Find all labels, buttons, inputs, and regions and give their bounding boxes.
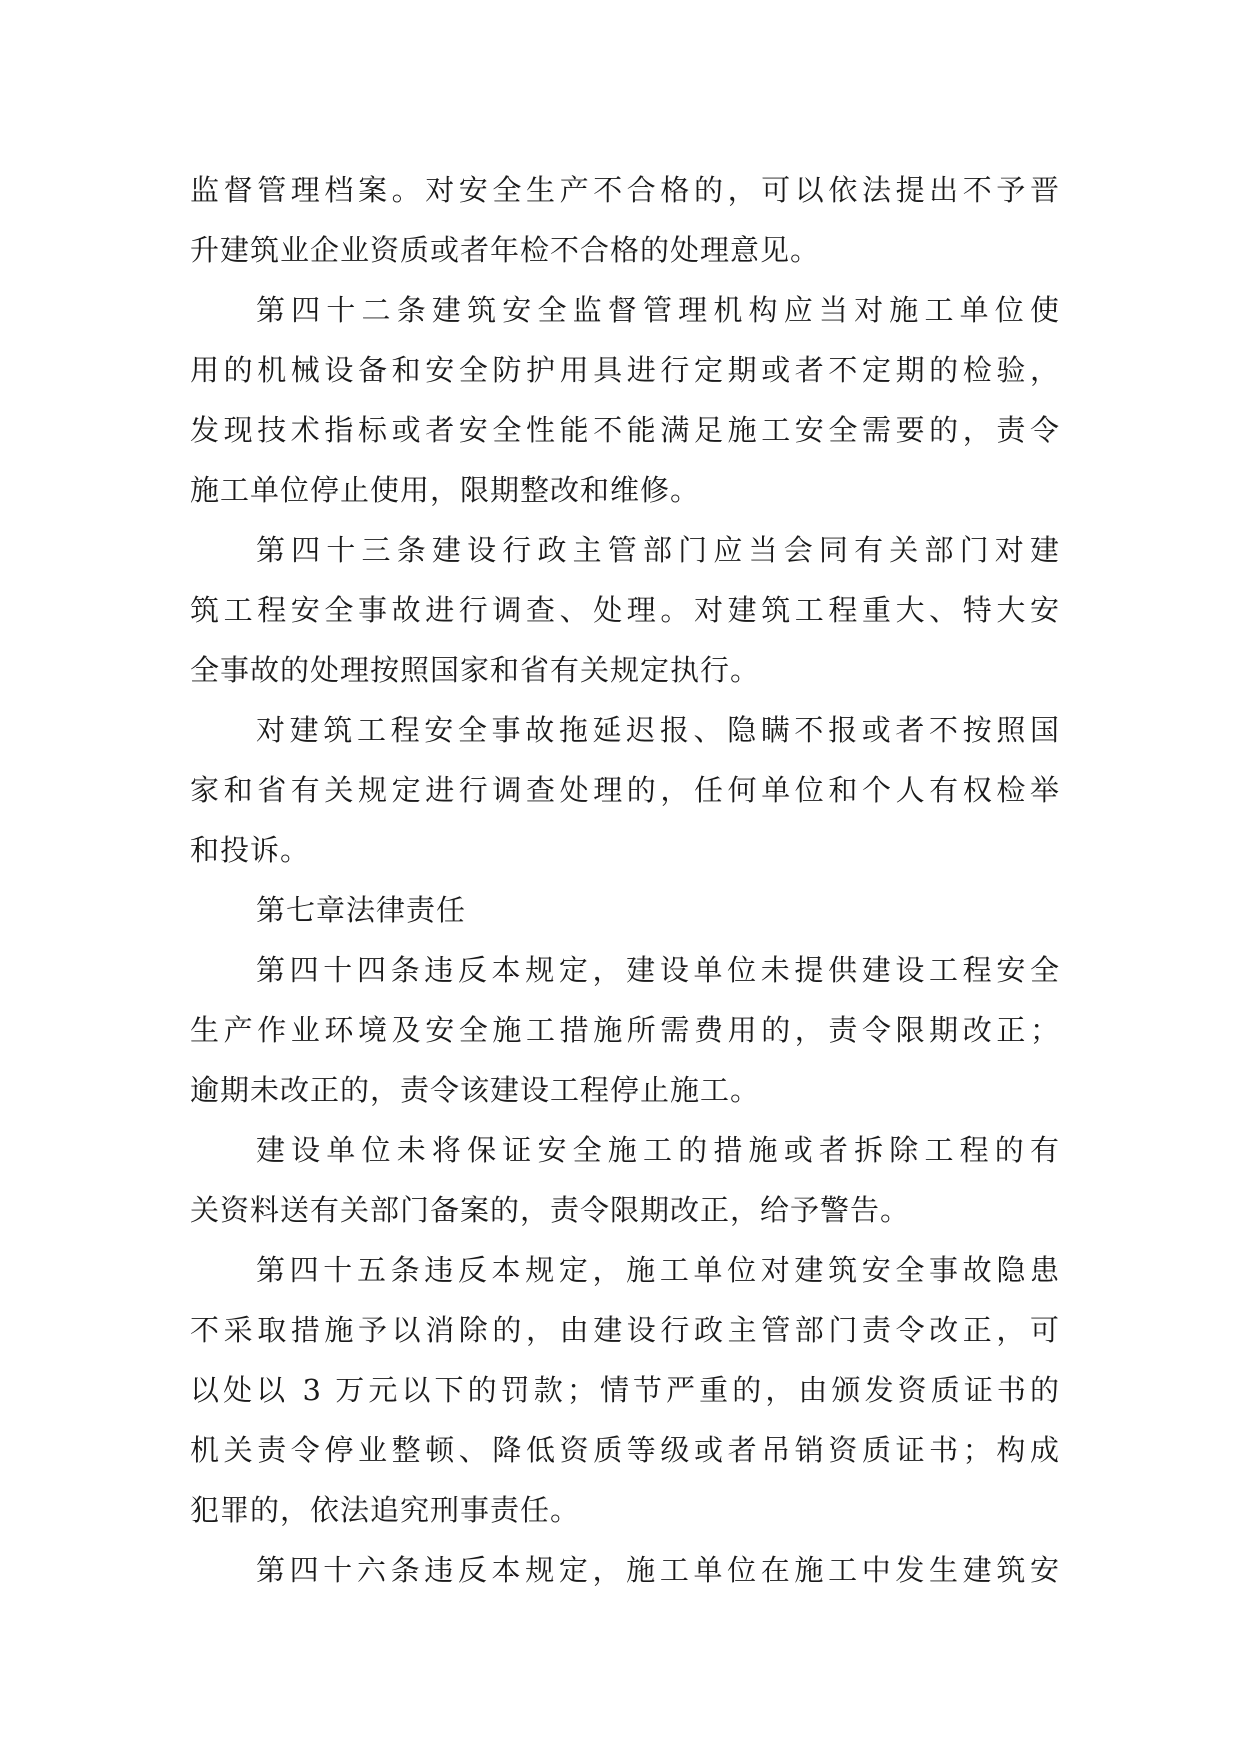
text-line: 逾期未改正的，责令该建设工程停止施工。 bbox=[190, 1073, 761, 1107]
text-line: 犯罪的，依法追究刑事责任。 bbox=[190, 1493, 581, 1527]
text-line: 以处以 3 万元以下的罚款；情节严重的，由颁发资质证书的 bbox=[190, 1373, 1060, 1407]
text-line: 不采取措施予以消除的，由建设行政主管部门责令改正，可 bbox=[190, 1313, 1060, 1347]
text-line: 关资料送有关部门备案的，责令限期改正，给予警告。 bbox=[190, 1193, 911, 1227]
text-line: 建设单位未将保证安全施工的措施或者拆除工程的有 bbox=[256, 1133, 1060, 1167]
text-line: 升建筑业企业资质或者年检不合格的处理意见。 bbox=[190, 233, 821, 267]
text-line: 发现技术指标或者安全性能不能满足施工安全需要的，责令 bbox=[190, 413, 1060, 447]
text-line: 用的机械设备和安全防护用具进行定期或者不定期的检验， bbox=[190, 353, 1060, 387]
text-line: 第四十四条违反本规定，建设单位未提供建设工程安全 bbox=[256, 953, 1060, 987]
text-line: 全事故的处理按照国家和省有关规定执行。 bbox=[190, 653, 761, 687]
text-line: 第四十二条建筑安全监督管理机构应当对施工单位使 bbox=[256, 293, 1060, 327]
text-line: 家和省有关规定进行调查处理的，任何单位和个人有权检举 bbox=[190, 773, 1060, 807]
document-body bbox=[190, 160, 1060, 1600]
text-line: 对建筑工程安全事故拖延迟报、隐瞒不报或者不按照国 bbox=[256, 713, 1060, 747]
text-line: 施工单位停止使用，限期整改和维修。 bbox=[190, 473, 701, 507]
text-line: 第七章法律责任 bbox=[256, 893, 467, 927]
text-line: 第四十六条违反本规定，施工单位在施工中发生建筑安 bbox=[256, 1553, 1060, 1587]
text-line: 生产作业环境及安全施工措施所需费用的，责令限期改正； bbox=[190, 1013, 1060, 1047]
text-line: 机关责令停业整顿、降低资质等级或者吊销资质证书；构成 bbox=[190, 1433, 1060, 1467]
text-line: 第四十五条违反本规定，施工单位对建筑安全事故隐患 bbox=[256, 1253, 1060, 1287]
text-line: 和投诉。 bbox=[190, 833, 311, 867]
text-line: 监督管理档案。对安全生产不合格的，可以依法提出不予晋 bbox=[190, 173, 1060, 207]
text-line: 第四十三条建设行政主管部门应当会同有关部门对建 bbox=[256, 533, 1060, 567]
text-line: 筑工程安全事故进行调查、处理。对建筑工程重大、特大安 bbox=[190, 593, 1060, 627]
